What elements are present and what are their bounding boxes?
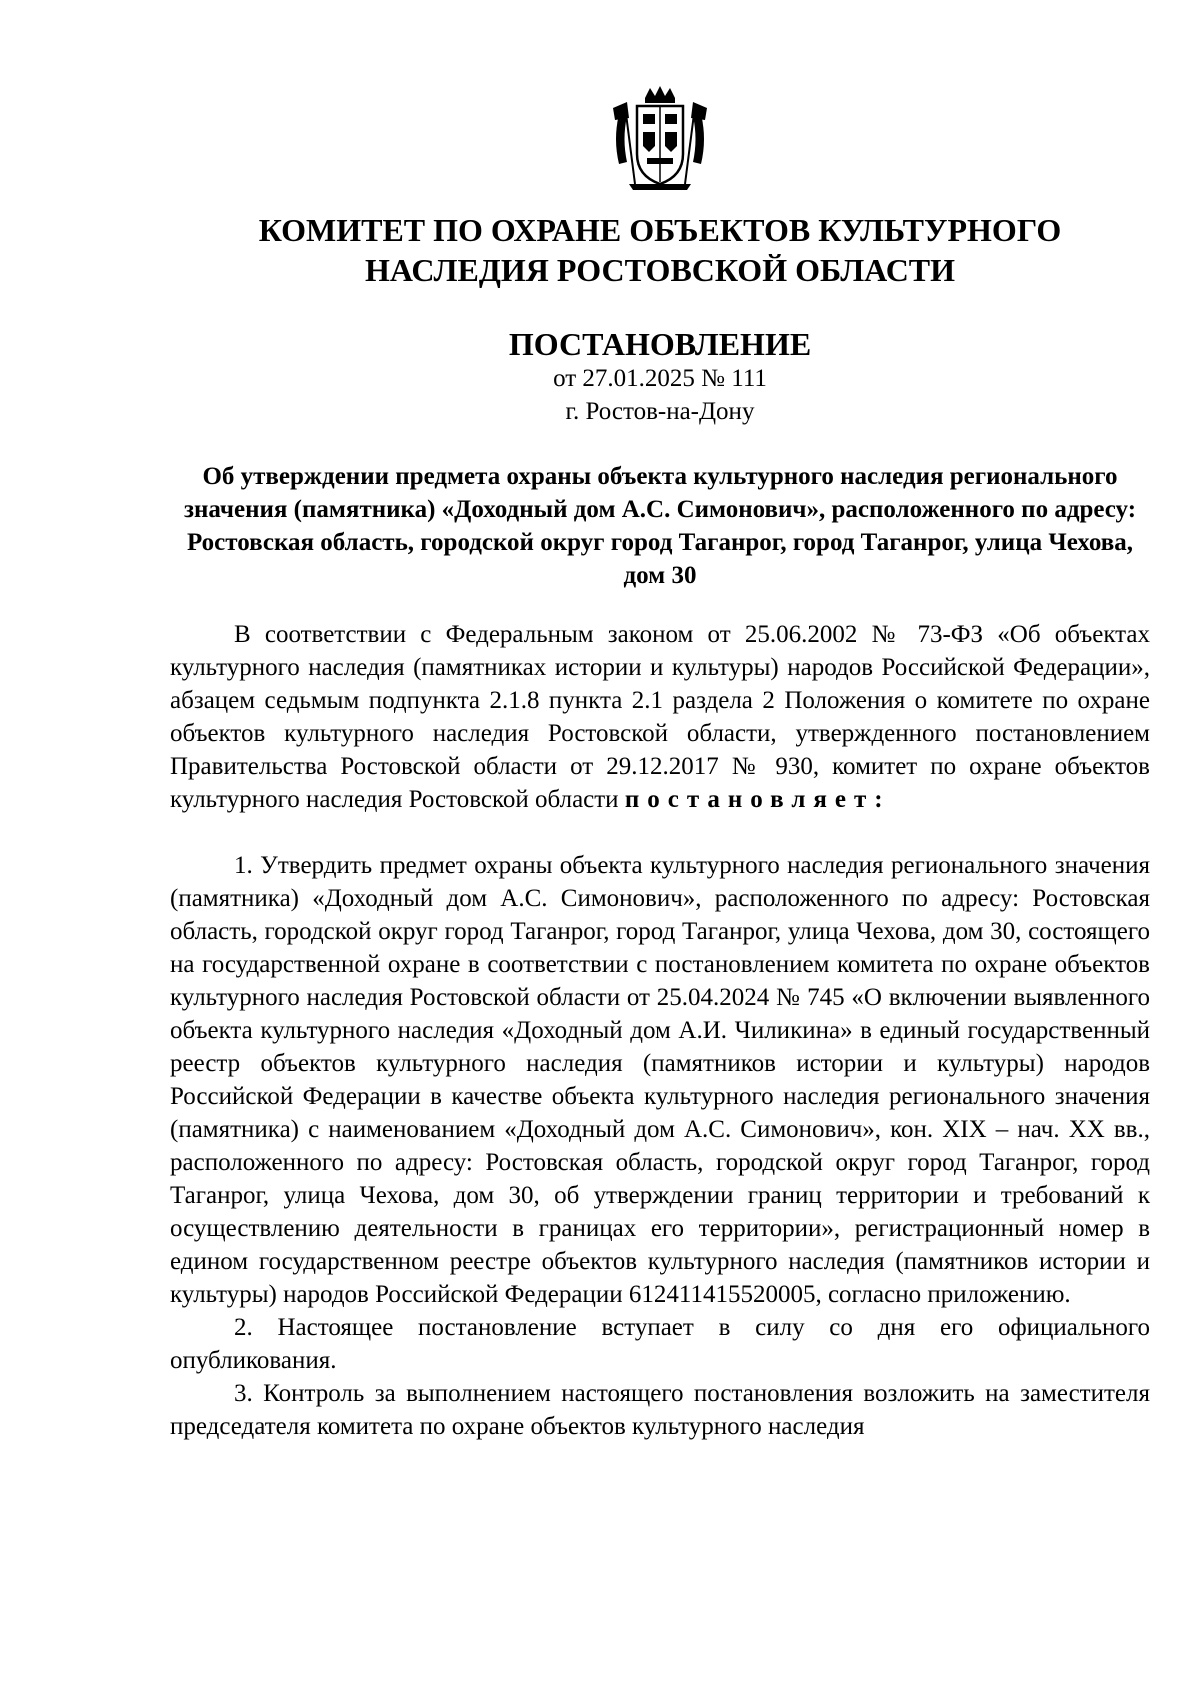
item-1-paragraph: 1. Утвердить предмет охраны объекта культурного наследия регионального значения (памятника) «Доходный дом А.С. Симонович», расположенного по адресу: Ростовская область, городской округ город Таганрог, город Таганрог, улица Чехова, дом 30, состоящего на государственной охране в соответствии с постановлением комитета по охране объектов культурного наследия Ростовской области от 25.04.2024 № 745 «О включении выявленного объекта культурного наследия «Доходный дом А.И. Чиликина» в единый государственный реестр объектов культурного наследия (памятников истории и культуры) народов Российской Федерации в качестве объекта культурного наследия регионального значения (памятника) с наименованием «Доходный дом А.С. Симонович», кон. XIX – нач. XX вв., расположенного по адресу: Ростовская область, городской округ город Таганрог, город Таганрог, улица Чехова, дом 30, об утверждении границ территории и требований к осуществлению деятельности в границах его территории», регистрационный номер в едином государственном реестре объектов культурного наследия (памятников истории и культуры) народов Российской Федерации 612411415520005, согласно приложению. (170, 852, 1150, 1308)
preamble-text: В соответствии с Федеральным законом от 25.06.2002 № 73-ФЗ «Об объектах культурного наследия (памятниках истории и культуры) народов Российской Федерации», абзацем седьмым подпункта 2.1.8 пункта 2.1 раздела 2 Положения о комитете по охране объектов культурного наследия Ростовской области, утвержденного постановлением Правительства Ростовской области от 29.12.2017 № 930, комитет по охране объектов культурного наследия Ростовской области (170, 621, 1150, 813)
document-date-number: от 27.01.2025 № 111 (553, 365, 767, 392)
organization-title-line-2: НАСЛЕДИЯ РОСТОВСКОЙ ОБЛАСТИ (364, 252, 956, 288)
resolves-word: постановляет: (624, 786, 891, 813)
item-2-paragraph: 2. Настоящее постановление вступает в силу со дня его официального опубликования. (170, 1314, 1150, 1374)
item-3-paragraph: 3. Контроль за выполнением настоящего постановления возложить на заместителя председателя комитета по охране объектов культурного наследия (170, 1380, 1150, 1440)
document-type: ПОСТАНОВЛЕНИЕ (508, 326, 812, 362)
rostov-oblast-coat-of-arms-icon (605, 84, 715, 194)
document-city: г. Ростов-на-Дону (565, 398, 755, 425)
preamble-paragraph (170, 618, 1150, 816)
organization-title-line-1: КОМИТЕТ ПО ОХРАНЕ ОБЪЕКТОВ КУЛЬТУРНОГО (258, 212, 1062, 248)
document-body (170, 618, 1150, 1443)
document-heading: Об утверждении предмета охраны объекта культурного наследия регионального значения (памятника) «Доходный дом А.С. Симонович», расположенного по адресу: Ростовская область, городской округ город Таганрог, город Таганрог, улица Чехова, дом 30 (183, 463, 1137, 589)
document-meta (170, 362, 1150, 428)
organization-title (170, 210, 1150, 290)
